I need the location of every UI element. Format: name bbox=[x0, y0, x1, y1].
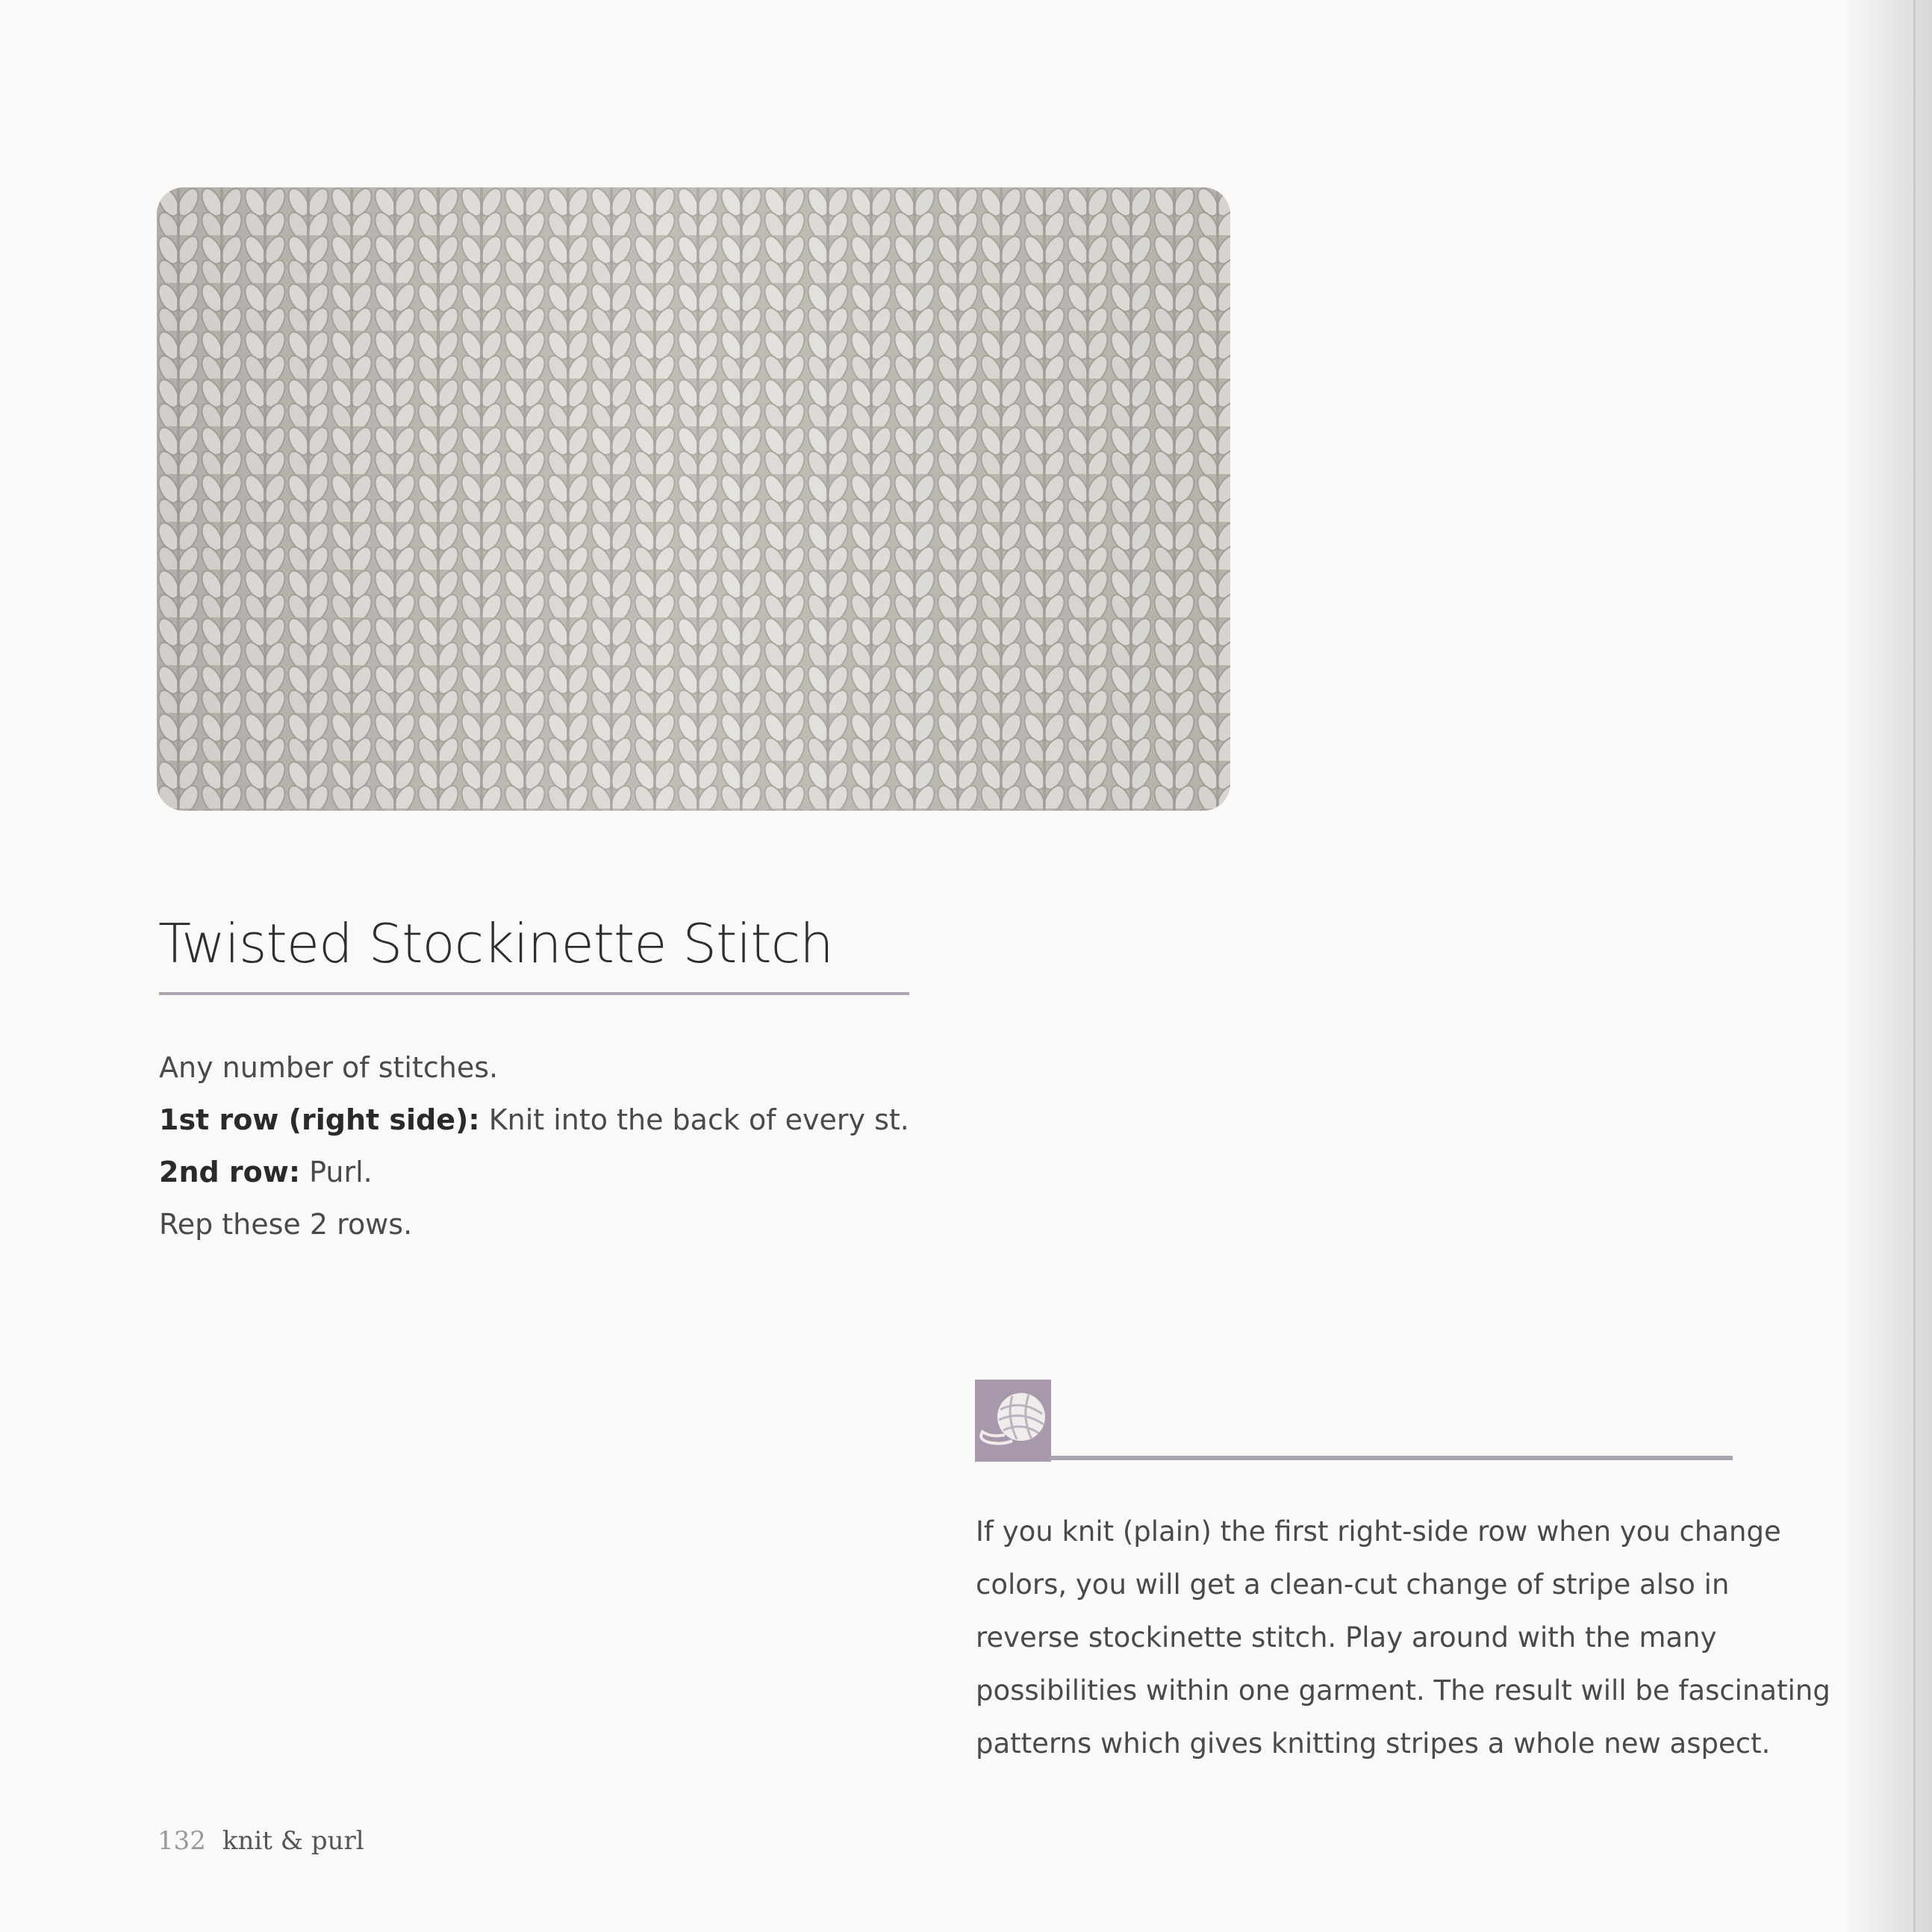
instruction-text: Purl. bbox=[309, 1156, 373, 1188]
tip-line: If you knit (plain) the first right-side row when you change bbox=[976, 1515, 1781, 1548]
tip-line: patterns which gives knitting stripes a whole new aspect. bbox=[976, 1727, 1771, 1760]
tip-line: possibilities within one garment. The result will be fascinating bbox=[976, 1674, 1830, 1707]
swatch-texture bbox=[157, 187, 1230, 811]
instruction-label: 1st row (right side): bbox=[159, 1103, 480, 1136]
tip-line: reverse stockinette stitch. Play around with the many bbox=[976, 1621, 1717, 1654]
page-title: Twisted Stockinette Stitch bbox=[158, 912, 833, 975]
page-gutter-shadow bbox=[1842, 0, 1932, 1932]
page-gutter-line bbox=[1913, 0, 1916, 1932]
yarn-ball-icon bbox=[975, 1380, 1051, 1462]
tip-text bbox=[976, 1505, 1830, 1770]
instructions bbox=[159, 1041, 943, 1250]
section-name: knit & purl bbox=[222, 1826, 364, 1856]
instruction-text: Knit into the back of every st. bbox=[488, 1103, 909, 1136]
instruction-line bbox=[159, 1146, 943, 1198]
instruction-line bbox=[159, 1094, 943, 1146]
instruction-line bbox=[159, 1198, 943, 1250]
instruction-text: Any number of stitches. bbox=[159, 1051, 499, 1084]
tip-underline bbox=[1050, 1456, 1733, 1460]
tip-line: colors, you will get a clean-cut change of stripe also in bbox=[976, 1568, 1730, 1601]
knit-swatch-photo bbox=[157, 187, 1230, 811]
title-underline bbox=[159, 992, 909, 995]
page-footer bbox=[158, 1826, 364, 1856]
instruction-label: 2nd row: bbox=[159, 1156, 301, 1188]
instruction-line bbox=[159, 1041, 943, 1094]
page-number: 132 bbox=[158, 1826, 206, 1856]
instruction-text: Rep these 2 rows. bbox=[159, 1208, 413, 1241]
